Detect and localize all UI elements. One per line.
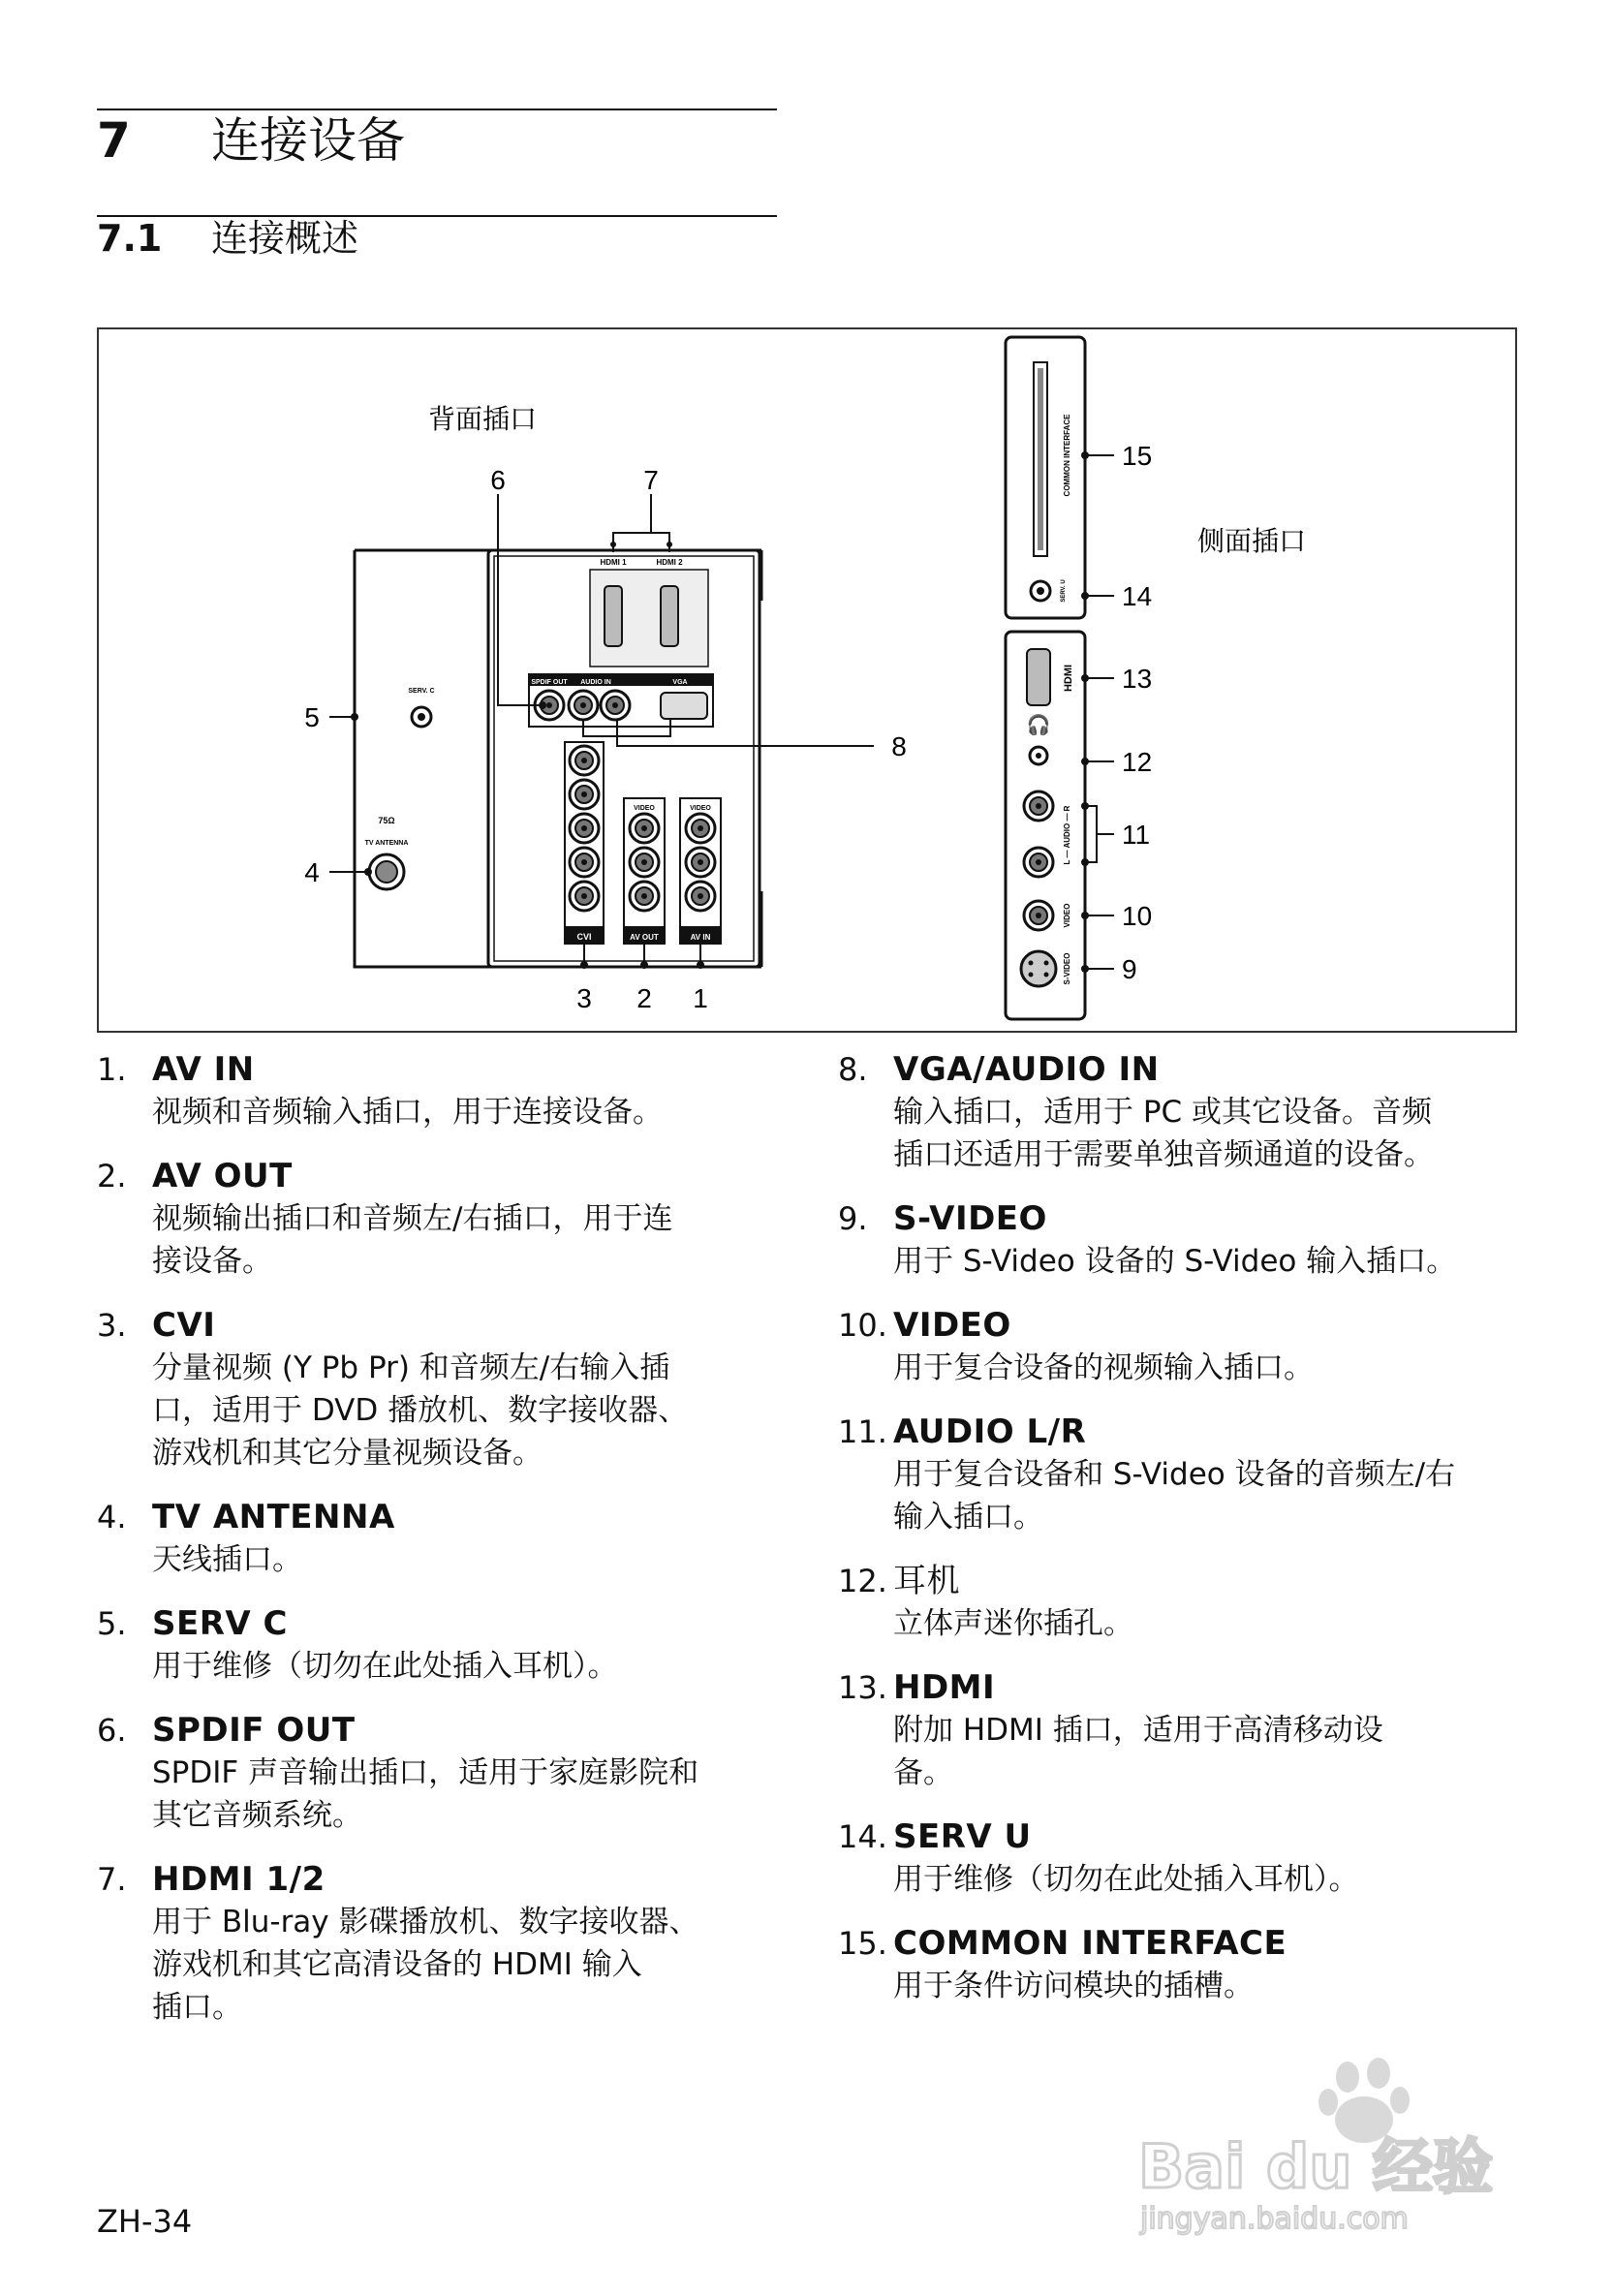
- callout-6: 6: [490, 465, 506, 495]
- headphone-icon: 🎧: [1026, 715, 1051, 736]
- side-audio-label: L — AUDIO — R: [1063, 805, 1071, 865]
- serv-u-label: SERV. U: [1061, 579, 1067, 603]
- item-description-line: 输入插口，适用于 PC 或其它设备。音频: [893, 1095, 1433, 1130]
- page-number: ZH-34: [97, 2203, 193, 2240]
- item-number: 13.: [838, 1669, 887, 1706]
- item-number: 14.: [838, 1818, 887, 1855]
- audio-in-label: AUDIO IN: [580, 679, 611, 686]
- side-svideo-label: S-VIDEO: [1063, 952, 1071, 985]
- av-out-video-label: VIDEO: [634, 805, 655, 812]
- watermark-brand: Bai du 经验: [1138, 2131, 1494, 2202]
- side-panel: [1006, 337, 1085, 1019]
- side-hdmi-label: HDMI: [1063, 664, 1074, 693]
- connector-item: [97, 1155, 756, 1283]
- cvi-label: CVI: [576, 932, 592, 942]
- item-description-line: 用于复合设备的视频输入插口。: [893, 1350, 1314, 1385]
- callout-15: 15: [1122, 441, 1153, 471]
- connector-item: [838, 1048, 1535, 1176]
- connector-item: [838, 1304, 1535, 1389]
- callout-9: 9: [1122, 954, 1137, 984]
- callout-1: 1: [693, 983, 708, 1013]
- antenna-label: TV ANTENNA: [364, 840, 409, 847]
- paw-icon: [1318, 2058, 1410, 2143]
- section-title: 连接概述: [211, 217, 359, 260]
- item-description-line: 输入插口。: [893, 1500, 1043, 1535]
- rear-panel: [355, 550, 761, 967]
- baidu-jingyan-watermark: [1129, 2054, 1535, 2238]
- item-description-line: SPDIF 声音输出插口，适用于家庭影院和: [152, 1755, 699, 1790]
- item-number: 8.: [838, 1051, 868, 1088]
- item-description-line: 用于 Blu-ray 影碟播放机、数字接收器、: [152, 1905, 699, 1939]
- chapter-top-rule: [97, 109, 777, 110]
- item-description-line: 插口还适用于需要单独音频通道的设备。: [893, 1137, 1434, 1172]
- rear-panel-title: 背面插口: [427, 404, 538, 434]
- item-description-line: 游戏机和其它高清设备的 HDMI 输入: [152, 1947, 642, 1982]
- item-title: SERV C: [152, 1604, 288, 1643]
- connector-item: [838, 1815, 1535, 1901]
- side-leader-lines: [1085, 455, 1114, 969]
- item-description-line: 接设备。: [152, 1244, 272, 1279]
- item-title: COMMON INTERFACE: [893, 1924, 1287, 1963]
- item-description-line: 用于条件访问模块的插槽。: [893, 1969, 1254, 2003]
- chapter-number: 7: [97, 112, 131, 169]
- item-number: 10.: [838, 1307, 887, 1344]
- callout-4: 4: [304, 857, 320, 887]
- item-description-line: 用于 S-Video 设备的 S-Video 输入插口。: [893, 1244, 1457, 1279]
- item-title: AUDIO L/R: [893, 1412, 1087, 1451]
- item-number: 1.: [97, 1051, 127, 1088]
- connector-item: [838, 1197, 1535, 1283]
- common-interface-label: COMMON INTERFACE: [1063, 414, 1071, 497]
- item-title: TV ANTENNA: [152, 1498, 395, 1536]
- item-title: SPDIF OUT: [152, 1711, 356, 1750]
- item-description-line: 视频和音频输入插口，用于连接设备。: [152, 1095, 663, 1130]
- connector-item: [97, 1048, 756, 1133]
- item-description-line: 用于复合设备和 S-Video 设备的音频左/右: [893, 1457, 1456, 1492]
- item-description-line: 用于维修（切勿在此处插入耳机）。: [152, 1649, 618, 1684]
- callout-14: 14: [1122, 581, 1153, 611]
- item-number: 3.: [97, 1307, 127, 1344]
- connector-item: [97, 1496, 756, 1581]
- section-number: 7.1: [97, 217, 163, 260]
- spdif-label: SPDIF OUT: [531, 679, 568, 686]
- side-video-label: VIDEO: [1063, 903, 1071, 928]
- item-description-line: 备。: [893, 1755, 953, 1790]
- item-description-line: 附加 HDMI 插口，适用于高清移动设: [893, 1713, 1383, 1748]
- item-description-line: 插口。: [152, 1990, 242, 2025]
- connector-item: [838, 1666, 1535, 1794]
- item-title: 耳机: [893, 1562, 960, 1600]
- callout-13: 13: [1122, 664, 1153, 694]
- vga-label: VGA: [672, 679, 688, 686]
- callout-3: 3: [576, 983, 592, 1013]
- connector-item: [97, 1304, 756, 1474]
- item-number: 9.: [838, 1200, 868, 1237]
- callout-11: 11: [1122, 820, 1151, 850]
- item-title: HDMI 1/2: [152, 1860, 326, 1899]
- connector-item: [97, 1858, 756, 2029]
- item-title: VGA/AUDIO IN: [893, 1050, 1160, 1089]
- side-panel-title: 侧面插口: [1196, 526, 1307, 556]
- connector-item: [838, 1411, 1535, 1538]
- item-description-line: 立体声迷你插孔。: [893, 1606, 1133, 1641]
- callout-12: 12: [1122, 747, 1153, 777]
- item-number: 2.: [97, 1158, 127, 1195]
- callout-5: 5: [304, 702, 320, 732]
- item-number: 7.: [97, 1861, 127, 1898]
- item-title: HDMI: [893, 1668, 996, 1707]
- antenna-ohm-label: 75Ω: [378, 816, 395, 825]
- item-title: AV OUT: [152, 1157, 293, 1195]
- connector-diagram: [99, 329, 1519, 1035]
- connector-item: [838, 1922, 1535, 2007]
- chapter-heading: [97, 111, 405, 170]
- av-in-label: AV IN: [690, 933, 711, 942]
- item-number: 12.: [838, 1563, 887, 1599]
- connector-item: [838, 1560, 1535, 1645]
- hdmi1-label: HDMI 1: [600, 558, 627, 567]
- item-number: 5.: [97, 1605, 127, 1642]
- connector-item: [97, 1602, 756, 1688]
- item-title: VIDEO: [893, 1306, 1011, 1345]
- section-heading: [97, 215, 358, 262]
- item-number: 11.: [838, 1413, 887, 1450]
- item-title: AV IN: [152, 1050, 255, 1089]
- item-number: 4.: [97, 1499, 127, 1536]
- callout-7: 7: [643, 465, 659, 495]
- connector-list-right: [838, 1048, 1535, 2029]
- item-number: 6.: [97, 1712, 127, 1749]
- item-title: S-VIDEO: [893, 1199, 1047, 1238]
- item-title: SERV U: [893, 1817, 1032, 1856]
- connector-item: [97, 1709, 756, 1837]
- callout-8: 8: [891, 731, 907, 761]
- item-description-line: 用于维修（切勿在此处插入耳机）。: [893, 1862, 1359, 1897]
- watermark-url: jingyan.baidu.com: [1140, 2202, 1409, 2236]
- item-description-line: 游戏机和其它分量视频设备。: [152, 1436, 543, 1471]
- av-out-label: AV OUT: [630, 933, 659, 942]
- hdmi2-label: HDMI 2: [656, 558, 683, 567]
- connector-figure: [97, 327, 1517, 1033]
- serv-c-label: SERV. C: [408, 688, 435, 695]
- connector-list-left: [97, 1048, 756, 2050]
- item-title: CVI: [152, 1306, 216, 1345]
- item-description-line: 天线插口。: [152, 1542, 302, 1577]
- callout-2: 2: [636, 983, 652, 1013]
- item-description-line: 口，适用于 DVD 播放机、数字接收器、: [152, 1393, 689, 1428]
- item-number: 15.: [838, 1925, 887, 1962]
- item-description-line: 其它音频系统。: [152, 1798, 362, 1833]
- item-description-line: 分量视频 (Y Pb Pr) 和音频左/右输入插: [152, 1350, 670, 1385]
- av-in-video-label: VIDEO: [690, 805, 711, 812]
- callout-10: 10: [1122, 901, 1153, 931]
- chapter-title: 连接设备: [211, 112, 405, 169]
- item-description-line: 视频输出插口和音频左/右插口，用于连: [152, 1201, 673, 1236]
